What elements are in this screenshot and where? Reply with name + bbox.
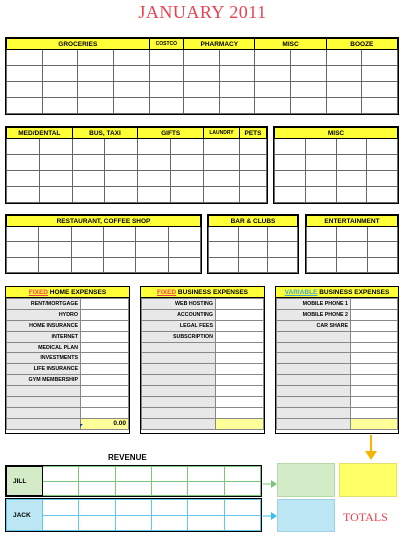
table-row bbox=[277, 342, 398, 353]
fixed-business-total bbox=[216, 418, 264, 429]
grid-row bbox=[209, 227, 298, 242]
variable-business-title: BUSINESS EXPENSES bbox=[317, 289, 390, 296]
table-row bbox=[277, 364, 398, 375]
groceries-grid bbox=[6, 38, 398, 114]
table-row bbox=[277, 407, 398, 418]
variable-business-block bbox=[275, 286, 399, 434]
fixed-business-table bbox=[141, 298, 264, 430]
page-title: JANUARY 2011 bbox=[138, 2, 267, 22]
table-row bbox=[7, 481, 261, 496]
expense-value[interactable] bbox=[216, 353, 264, 364]
bar-clubs-grid bbox=[208, 215, 298, 273]
grid-row bbox=[307, 242, 398, 257]
bar-clubs-header: BAR & CLUBS bbox=[209, 216, 298, 227]
restaurant-block bbox=[5, 214, 202, 274]
totals-label: TOTALS bbox=[343, 510, 388, 524]
table-row bbox=[142, 309, 264, 320]
right-arrow-green-icon bbox=[263, 480, 277, 488]
variable-business-table bbox=[276, 298, 398, 430]
jack-total-box[interactable] bbox=[277, 499, 335, 532]
fixed-business-block bbox=[140, 286, 265, 434]
home-expenses-title: HOME EXPENSES bbox=[48, 289, 107, 296]
home-expenses-block bbox=[5, 286, 130, 434]
jill-revenue-grid bbox=[5, 465, 262, 497]
misc2-header: MISC bbox=[275, 128, 398, 139]
table-row bbox=[7, 299, 129, 310]
costco-header: COSTCO bbox=[149, 39, 184, 50]
variable-business-total bbox=[351, 418, 398, 429]
table-row bbox=[142, 375, 264, 386]
expense-value[interactable] bbox=[81, 320, 129, 331]
expense-value[interactable] bbox=[81, 299, 129, 310]
expense-label: CAR SHARE bbox=[277, 320, 351, 331]
table-row bbox=[277, 353, 398, 364]
expense-label: INTERNET bbox=[7, 331, 81, 342]
jack-label: JACK bbox=[7, 500, 43, 531]
grid-row bbox=[307, 257, 398, 272]
table-row bbox=[142, 299, 264, 310]
grid-row bbox=[7, 82, 398, 98]
expense-value[interactable] bbox=[81, 407, 129, 418]
expense-value[interactable] bbox=[81, 375, 129, 386]
med-block bbox=[5, 126, 268, 204]
expense-label: SUBSCRIPTION bbox=[142, 331, 216, 342]
expense-value[interactable] bbox=[216, 320, 264, 331]
expense-value[interactable] bbox=[216, 342, 264, 353]
home-fixed-label: FIXED bbox=[28, 289, 48, 296]
entertainment-header: ENTERTAINMENT bbox=[307, 216, 398, 227]
grid-row bbox=[7, 257, 201, 272]
expense-label: MEDICAL PLAN bbox=[7, 342, 81, 353]
fixed-business-title: BUSINESS EXPENSES bbox=[176, 289, 249, 296]
bar-clubs-block bbox=[207, 214, 299, 274]
table-row bbox=[7, 353, 129, 364]
grid-row bbox=[209, 242, 298, 257]
expense-label: MOBILE PHONE 1 bbox=[277, 299, 351, 310]
expense-value[interactable] bbox=[351, 331, 398, 342]
expense-value[interactable] bbox=[351, 375, 398, 386]
grid-row bbox=[275, 139, 398, 155]
fixed-business-header bbox=[141, 287, 264, 298]
grid-row bbox=[307, 227, 398, 242]
expense-value[interactable] bbox=[351, 353, 398, 364]
expense-label: HOME INSURANCE bbox=[7, 320, 81, 331]
table-row bbox=[277, 309, 398, 320]
grid-row bbox=[275, 155, 398, 171]
expense-value[interactable] bbox=[216, 299, 264, 310]
grid-row bbox=[275, 187, 398, 203]
expense-value[interactable] bbox=[351, 386, 398, 397]
pets-header: PETS bbox=[240, 128, 267, 139]
grid-row bbox=[7, 155, 267, 171]
expense-label: LIFE INSURANCE bbox=[7, 364, 81, 375]
entertainment-grid bbox=[306, 215, 398, 273]
expense-value[interactable] bbox=[351, 320, 398, 331]
table-row bbox=[7, 467, 261, 482]
expense-value[interactable] bbox=[81, 331, 129, 342]
pharmacy-header: PHARMACY bbox=[184, 39, 255, 50]
grid-row bbox=[7, 187, 267, 203]
laundry-header: LAUNDRY bbox=[204, 128, 240, 139]
table-row bbox=[277, 386, 398, 397]
revenue-title: REVENUE bbox=[108, 453, 147, 462]
grid-row bbox=[275, 171, 398, 187]
table-row bbox=[7, 364, 129, 375]
expense-label: RENT/MORTGAGE bbox=[7, 299, 81, 310]
table-row bbox=[142, 386, 264, 397]
expense-value[interactable] bbox=[216, 375, 264, 386]
expense-label: INVESTMENTS bbox=[7, 353, 81, 364]
jack-revenue-grid bbox=[5, 498, 262, 532]
table-row bbox=[7, 500, 261, 516]
expense-value[interactable] bbox=[81, 386, 129, 397]
grid-row bbox=[7, 171, 267, 187]
table-row bbox=[7, 342, 129, 353]
table-row bbox=[277, 299, 398, 310]
home-expenses-header bbox=[6, 287, 129, 298]
table-row bbox=[7, 309, 129, 320]
entertainment-block bbox=[305, 214, 399, 274]
expense-value[interactable] bbox=[81, 353, 129, 364]
groceries-block bbox=[5, 37, 399, 115]
down-arrow-icon bbox=[364, 435, 378, 461]
grid-row bbox=[7, 66, 398, 82]
table-row bbox=[7, 320, 129, 331]
jill-label: JILL bbox=[7, 467, 43, 496]
expense-label: WEB HOSTING bbox=[142, 299, 216, 310]
table-row bbox=[7, 386, 129, 397]
table-row bbox=[277, 375, 398, 386]
med-dental-header: MED/DENTAL bbox=[7, 128, 73, 139]
grid-row bbox=[7, 50, 398, 66]
jill-total-box[interactable] bbox=[277, 463, 335, 497]
table-row bbox=[142, 320, 264, 331]
expense-value[interactable] bbox=[81, 397, 129, 408]
table-row bbox=[142, 364, 264, 375]
table-row bbox=[7, 407, 129, 418]
misc-header: MISC bbox=[255, 39, 326, 50]
expense-value[interactable] bbox=[216, 407, 264, 418]
med-grid bbox=[6, 127, 267, 203]
table-row bbox=[142, 353, 264, 364]
table-row bbox=[7, 375, 129, 386]
grid-row bbox=[7, 227, 201, 242]
grid-row bbox=[7, 139, 267, 155]
home-expenses-table bbox=[6, 298, 129, 430]
table-row bbox=[142, 397, 264, 408]
comment-marker-icon bbox=[80, 424, 83, 427]
bus-taxi-header: BUS, TAXI bbox=[72, 128, 138, 139]
expense-value[interactable] bbox=[351, 309, 398, 320]
table-row bbox=[142, 331, 264, 342]
restaurant-grid bbox=[6, 215, 201, 273]
business-fixed-label: FIXED bbox=[156, 289, 177, 296]
expense-label: GYM MEMBERSHIP bbox=[7, 375, 81, 386]
groceries-header: GROCERIES bbox=[7, 39, 150, 50]
variable-business-header bbox=[276, 287, 398, 298]
table-row bbox=[7, 331, 129, 342]
expense-value[interactable] bbox=[351, 342, 398, 353]
expense-value[interactable] bbox=[351, 407, 398, 418]
expense-value[interactable] bbox=[216, 386, 264, 397]
expense-value[interactable] bbox=[351, 364, 398, 375]
expense-value[interactable] bbox=[216, 364, 264, 375]
total-row bbox=[142, 418, 264, 429]
table-row bbox=[7, 397, 129, 408]
expense-value[interactable] bbox=[216, 331, 264, 342]
table-row bbox=[277, 320, 398, 331]
table-row bbox=[277, 397, 398, 408]
business-variable-label: VARIABLE bbox=[284, 289, 318, 296]
grand-total-box[interactable] bbox=[339, 463, 397, 497]
expense-value[interactable] bbox=[81, 364, 129, 375]
total-row bbox=[7, 418, 129, 429]
expense-value[interactable] bbox=[81, 342, 129, 353]
expense-value[interactable] bbox=[351, 397, 398, 408]
expense-value[interactable] bbox=[216, 309, 264, 320]
right-arrow-blue-icon bbox=[263, 512, 277, 520]
expense-value[interactable] bbox=[81, 309, 129, 320]
expense-value[interactable] bbox=[216, 397, 264, 408]
expense-label: HYDRO bbox=[7, 309, 81, 320]
expense-value[interactable] bbox=[351, 299, 398, 310]
expense-label: ACCOUNTING bbox=[142, 309, 216, 320]
home-total-value: 0.00 bbox=[81, 418, 129, 429]
table-row bbox=[7, 515, 261, 531]
table-row bbox=[142, 407, 264, 418]
total-row bbox=[277, 418, 398, 429]
expense-label: LEGAL FEES bbox=[142, 320, 216, 331]
gifts-header: GIFTS bbox=[138, 128, 204, 139]
table-row bbox=[277, 331, 398, 342]
misc2-block bbox=[273, 126, 399, 204]
booze-header: BOOZE bbox=[326, 39, 397, 50]
misc2-grid bbox=[274, 127, 398, 203]
grid-row bbox=[7, 98, 398, 114]
restaurant-header: RESTAURANT, COFFEE SHOP bbox=[7, 216, 201, 227]
expense-label: MOBILE PHONE 2 bbox=[277, 309, 351, 320]
grid-row bbox=[209, 257, 298, 272]
grid-row bbox=[7, 242, 201, 257]
table-row bbox=[142, 342, 264, 353]
